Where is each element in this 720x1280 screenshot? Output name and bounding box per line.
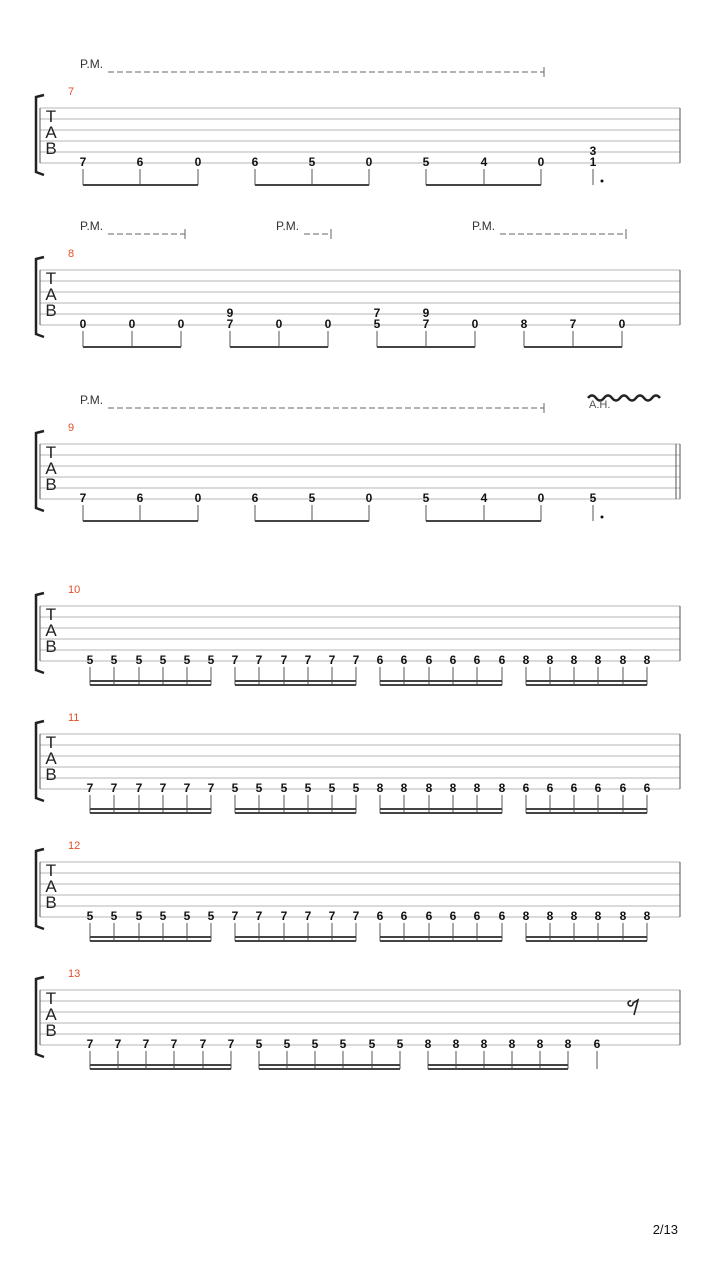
fret-number: 5 [352, 781, 360, 795]
beam-group [232, 781, 360, 813]
palm-mute-label: P.M. [80, 219, 104, 233]
fret-number: 5 [255, 1037, 263, 1051]
page-number: 2/13 [652, 1222, 678, 1237]
beam-group [590, 144, 604, 185]
tab-clef-a: A [45, 877, 57, 896]
fret-number: 0 [365, 491, 373, 505]
bar-number: 9 [68, 422, 75, 434]
fret-number: 7 [110, 781, 118, 795]
beam-group [374, 306, 479, 347]
tab-clef-a: A [45, 1005, 57, 1024]
fret-number: 5 [183, 653, 191, 667]
fret-number: 7 [86, 1037, 94, 1051]
fret-number: 5 [86, 653, 94, 667]
fret-number: 7 [79, 491, 87, 505]
tab-clef-b: B [45, 637, 57, 656]
fret-number: 8 [546, 653, 554, 667]
fret-number: 8 [570, 653, 578, 667]
fret-number: 0 [194, 155, 202, 169]
fret-number: 0 [471, 317, 479, 331]
tab-clef-b: B [45, 765, 57, 784]
fret-number: 8 [400, 781, 408, 795]
beam-group [523, 909, 651, 941]
fret-number: 5 [589, 491, 597, 505]
tab-clef-b: B [45, 893, 57, 912]
beam-group [80, 317, 185, 347]
beam-group [523, 653, 651, 685]
fret-number: 6 [593, 1037, 601, 1051]
dot [601, 180, 604, 183]
fret-number: 7 [170, 1037, 178, 1051]
beam-group [256, 1037, 404, 1069]
beam-group [252, 155, 373, 185]
fret-number: 5 [304, 781, 312, 795]
fret-number: 1 [589, 155, 597, 169]
fret-number: 0 [177, 317, 185, 331]
fret-number: 8 [480, 1037, 488, 1051]
beam-group [232, 653, 360, 685]
fret-number: 7 [255, 653, 263, 667]
tab-clef-a: A [45, 621, 57, 640]
fret-number: 6 [425, 909, 433, 923]
beam-group [594, 1037, 601, 1069]
palm-mute-label: P.M. [276, 219, 300, 233]
fret-number: 7 [231, 909, 239, 923]
fret-number: 7 [183, 781, 191, 795]
fret-number: 5 [135, 909, 143, 923]
fret-number: 7 [86, 781, 94, 795]
fret-number: 7 [304, 653, 312, 667]
fret-number: 6 [473, 909, 481, 923]
fret-number: 7 [352, 653, 360, 667]
fret-number: 8 [424, 1037, 432, 1051]
fret-number: 5 [311, 1037, 319, 1051]
fret-number: 6 [498, 653, 506, 667]
beam-group [227, 306, 332, 347]
fret-number: 5 [86, 909, 94, 923]
fret-number: 8 [425, 781, 433, 795]
fret-number: 0 [537, 155, 545, 169]
fret-number: 7 [280, 653, 288, 667]
fret-number: 8 [619, 653, 627, 667]
fret-number: 6 [136, 491, 144, 505]
fret-number: 0 [618, 317, 626, 331]
fret-number: 7 [422, 317, 430, 331]
beam-group [232, 909, 360, 941]
fret-number: 5 [422, 155, 430, 169]
fret-number: 6 [449, 909, 457, 923]
tab-clef-a: A [45, 285, 57, 304]
tab-clef-t: T [45, 861, 57, 880]
tab-system-9 [36, 393, 680, 521]
fret-number: 5 [110, 909, 118, 923]
fret-number: 8 [594, 909, 602, 923]
fret-number: 7 [255, 909, 263, 923]
fret-number: 8 [522, 653, 530, 667]
systems-layer [36, 57, 680, 1069]
fret-number: 5 [159, 653, 167, 667]
tab-system-8 [36, 219, 680, 347]
fret-number: 5 [308, 155, 316, 169]
fret-number: 7 [159, 781, 167, 795]
palm-mute-label: P.M. [80, 57, 104, 71]
beam-group [80, 155, 202, 185]
beam-group [423, 491, 545, 521]
fret-number: 5 [339, 1037, 347, 1051]
fret-number: 9 [226, 306, 234, 320]
tab-clef-t: T [45, 269, 57, 288]
tab-clef-t: T [45, 989, 57, 1008]
fret-number: 7 [304, 909, 312, 923]
fret-number: 7 [114, 1037, 122, 1051]
fret-number: 8 [643, 909, 651, 923]
beam-group [252, 491, 373, 521]
beam-group [377, 653, 506, 685]
tab-clef-a: A [45, 459, 57, 478]
tab-clef-t: T [45, 443, 57, 462]
bar-number: 11 [68, 712, 80, 724]
dot [601, 516, 604, 519]
fret-number: 6 [251, 491, 259, 505]
fret-number: 7 [280, 909, 288, 923]
fret-number: 7 [328, 653, 336, 667]
fret-number: 0 [275, 317, 283, 331]
fret-number: 5 [110, 653, 118, 667]
beam-group [425, 1037, 572, 1069]
tab-clef-b: B [45, 475, 57, 494]
tab-clef-b: B [45, 301, 57, 320]
fret-number: 8 [594, 653, 602, 667]
fret-number: 8 [498, 781, 506, 795]
beam-group [87, 653, 215, 685]
fret-number: 5 [255, 781, 263, 795]
fret-number: 6 [376, 909, 384, 923]
beam-group [523, 781, 651, 813]
fret-number: 7 [328, 909, 336, 923]
tab-system-11 [36, 712, 680, 813]
fret-number: 6 [643, 781, 651, 795]
tab-system-12 [36, 840, 680, 941]
palm-mute-label: P.M. [472, 219, 496, 233]
fret-number: 6 [498, 909, 506, 923]
fret-number: 5 [135, 653, 143, 667]
fret-number: 8 [449, 781, 457, 795]
tab-clef-t: T [45, 107, 57, 126]
fret-number: 5 [207, 909, 215, 923]
fret-number: 6 [522, 781, 530, 795]
fret-number: 5 [373, 317, 381, 331]
fret-number: 6 [449, 653, 457, 667]
beam-group [377, 909, 506, 941]
fret-number: 8 [452, 1037, 460, 1051]
tab-system-10 [36, 584, 680, 685]
fret-number: 6 [251, 155, 259, 169]
beam-group [87, 781, 215, 813]
fret-number: 7 [142, 1037, 150, 1051]
beam-group [521, 317, 626, 347]
fret-number: 8 [570, 909, 578, 923]
fret-number: 8 [643, 653, 651, 667]
fret-number: 0 [79, 317, 87, 331]
fret-number: 5 [283, 1037, 291, 1051]
fret-number: 4 [480, 155, 488, 169]
bar-number: 13 [68, 968, 81, 980]
fret-number: 8 [473, 781, 481, 795]
beam-group [590, 491, 604, 521]
bar-number: 7 [68, 86, 75, 98]
tab-system-7 [36, 57, 680, 185]
fret-number: 4 [480, 491, 488, 505]
fret-number: 6 [425, 653, 433, 667]
fret-number: 6 [400, 909, 408, 923]
fret-number: 8 [508, 1037, 516, 1051]
fret-number: 6 [546, 781, 554, 795]
fret-number: 6 [473, 653, 481, 667]
fret-number: 7 [226, 317, 234, 331]
beam-group [423, 155, 545, 185]
fret-number: 0 [324, 317, 332, 331]
fret-number: 5 [231, 781, 239, 795]
fret-number: 5 [368, 1037, 376, 1051]
fret-number: 0 [365, 155, 373, 169]
fret-number: 0 [537, 491, 545, 505]
fret-number: 6 [400, 653, 408, 667]
fret-number: 6 [619, 781, 627, 795]
fret-number: 8 [520, 317, 528, 331]
fret-number: 7 [352, 909, 360, 923]
tab-clef-b: B [45, 139, 57, 158]
artificial-harmonic-label: A.H. [589, 399, 611, 411]
palm-mute-label: P.M. [80, 393, 104, 407]
fret-number: 5 [280, 781, 288, 795]
bar-number: 12 [68, 840, 81, 852]
fret-number: 7 [373, 306, 381, 320]
fret-number: 7 [135, 781, 143, 795]
fret-number: 5 [396, 1037, 404, 1051]
fret-number: 7 [227, 1037, 235, 1051]
fret-number: 5 [328, 781, 336, 795]
fret-number: 7 [199, 1037, 207, 1051]
tab-clef-b: B [45, 1021, 57, 1040]
tab-clef-t: T [45, 605, 57, 624]
fret-number: 6 [376, 653, 384, 667]
beam-group [87, 909, 215, 941]
fret-number: 0 [194, 491, 202, 505]
tab-clef-t: T [45, 733, 57, 752]
fret-number: 5 [159, 909, 167, 923]
fret-number: 5 [183, 909, 191, 923]
bar-number: 8 [68, 248, 75, 260]
fret-number: 7 [207, 781, 215, 795]
fret-number: 7 [231, 653, 239, 667]
fret-number: 6 [570, 781, 578, 795]
tab-system-13 [36, 968, 680, 1069]
eighth-rest [628, 1000, 638, 1015]
fret-number: 5 [422, 491, 430, 505]
beam-group [377, 781, 506, 813]
fret-number: 0 [128, 317, 136, 331]
fret-number: 9 [422, 306, 430, 320]
fret-number: 5 [308, 491, 316, 505]
fret-number: 8 [522, 909, 530, 923]
fret-number: 6 [136, 155, 144, 169]
fret-number: 8 [546, 909, 554, 923]
fret-number: 8 [564, 1037, 572, 1051]
fret-number: 8 [376, 781, 384, 795]
beam-group [80, 491, 202, 521]
fret-number: 5 [207, 653, 215, 667]
fret-number: 7 [569, 317, 577, 331]
fret-number: 6 [594, 781, 602, 795]
fret-number: 7 [79, 155, 87, 169]
fret-number: 8 [536, 1037, 544, 1051]
bar-number: 10 [68, 584, 81, 596]
tab-clef-a: A [45, 123, 57, 142]
beam-group [87, 1037, 235, 1069]
fret-number: 8 [619, 909, 627, 923]
fret-number: 3 [589, 144, 597, 158]
tab-clef-a: A [45, 749, 57, 768]
